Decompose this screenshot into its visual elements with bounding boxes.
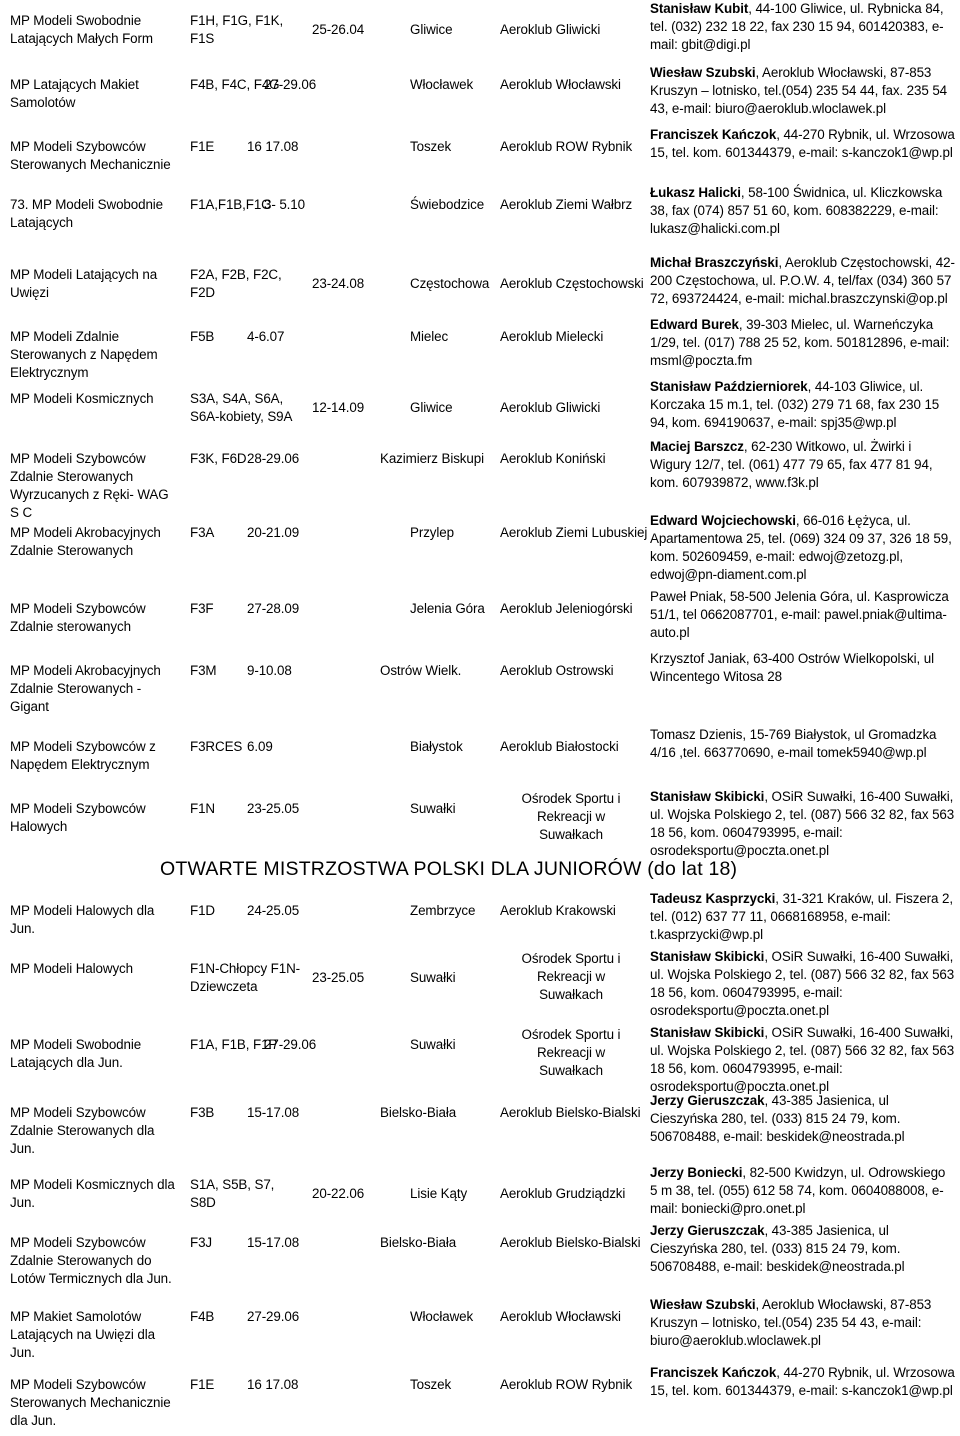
competition-name: MP Modeli Swobodnie Latających dla Jun. (10, 1037, 142, 1070)
organizer: Aeroklub Ziemi Wałbrz (500, 197, 633, 212)
competition-name: MP Modeli Akrobacyjnych Zdalnie Sterowanych - Gigant (10, 663, 161, 714)
class-list: F3RCES (190, 739, 243, 754)
event-date: 4-6.07 (247, 329, 285, 344)
event-place: Kazimierz Biskupi (380, 451, 484, 466)
contact-info (650, 254, 955, 308)
organizer: Aeroklub Białostocki (500, 739, 619, 754)
organizer: Aeroklub Bielsko-Bialski (500, 1235, 641, 1250)
event-date: 27-28.09 (247, 601, 300, 616)
event-place: Świebodzice (410, 197, 485, 212)
contact-details: Tomasz Dzienis, 15-769 Białystok, ul Gromadzka 4/16 ,tel. 663770690, e-mail tomek5940@wp.pl (650, 727, 937, 760)
contact-details: , OSiR Suwałki, 16-400 Suwałki, ul. Wojska Polskiego 2, tel. (087) 566 32 82, fax 563 18 56, kom. 0604793995, e-mail: osrodeksportu@poczta.onet.pl (650, 949, 955, 1018)
event-place: Toszek (410, 1377, 452, 1392)
event-place: Mielec (410, 329, 449, 344)
contact-details: , 44-270 Rybnik, ul. Wrzosowa 15, tel. kom. 601344379, e-mail: s-kanczok1@wp.pl (650, 127, 955, 160)
event-place: Suwałki (410, 970, 456, 985)
contact-details: , 31-321 Kraków, ul. Fiszera 2, tel. (012) 637 77 11, 0668168958, e-mail: t.kasprzycki@wp.pl (650, 891, 953, 942)
contact-person: Wiesław Szubski (650, 65, 756, 80)
event-place: Lisie Kąty (410, 1186, 468, 1201)
event-date: 3- 5.10 (264, 197, 305, 212)
contact-info (650, 0, 955, 54)
contact-details: , 43-385 Jasienica, ul Cieszyńska 280, tel. (033) 815 24 79, kom. 506708488, e-mail: beskidek@neostrada.pl (650, 1093, 905, 1144)
event-place: Gliwice (410, 400, 453, 415)
contact-details: , 44-103 Gliwice, ul. Korczaka 15 m.1, tel. (032) 279 71 68, fax 230 15 94, kom. 694190637, e-mail: spj35@wp.pl (650, 379, 940, 430)
contact-info (650, 512, 955, 584)
event-date: 20-22.06 (312, 1186, 365, 1201)
contact-details: , 82-500 Kwidzyn, ul. Odrowskiego 5 m 38, tel. (055) 612 58 74, kom. 0604088008, e-mail: boniecki@pro.onet.pl (650, 1165, 946, 1216)
contact-person: Edward Burek (650, 317, 739, 332)
class-list: F3A (190, 525, 215, 540)
event-date: 23-25.05 (312, 970, 365, 985)
contact-info (650, 438, 955, 492)
event-place: Gliwice (410, 22, 453, 37)
contact-person: Jerzy Gieruszczak (650, 1223, 765, 1238)
contact-info (650, 788, 955, 860)
contact-info (650, 184, 955, 238)
organizer: Aeroklub Włocławski (500, 1309, 621, 1324)
event-place: Ostrów Wielk. (380, 663, 462, 678)
event-date: 28-29.06 (247, 451, 300, 466)
competition-name: MP Modeli Szybowców Halowych (10, 801, 146, 834)
class-list: F1A, F1B, F1P (190, 1037, 278, 1052)
contact-person: Franciszek Kańczok (650, 127, 777, 142)
organizer: Aeroklub ROW Rybnik (500, 139, 633, 154)
organizer: Aeroklub Mielecki (500, 329, 604, 344)
contact-info (650, 1092, 955, 1146)
class-list: F4B (190, 1309, 215, 1324)
contact-person: Michał Braszczyński (650, 255, 779, 270)
contact-info (650, 126, 955, 162)
event-place: Zembrzyce (410, 903, 476, 918)
contact-details: , 44-270 Rybnik, ul. Wrzosowa 15, tel. kom. 601344379, e-mail: s-kanczok1@wp.pl (650, 1365, 955, 1398)
event-place: Częstochowa (410, 276, 490, 291)
event-place: Suwałki (410, 801, 456, 816)
event-date: 23-24.08 (312, 276, 365, 291)
event-date: 6.09 (247, 739, 273, 754)
juniors-heading: OTWARTE MISTRZOSTWA POLSKI DLA JUNIORÓW (do lat 18) (160, 858, 738, 880)
contact-info (650, 650, 955, 686)
competition-name: MP Latających Makiet Samolotów (10, 77, 139, 110)
competition-name: MP Modeli Szybowców Zdalnie sterowanych (10, 601, 146, 634)
organizer: Aeroklub Ostrowski (500, 663, 614, 678)
contact-details: , 39-303 Mielec, ul. Warneńczyka 1/29, tel. (017) 788 25 52, kom. 501812896, e-mail: msml@poczta.fm (650, 317, 950, 368)
competition-name: MP Modeli Kosmicznych dla Jun. (10, 1177, 175, 1210)
contact-details: , 44-100 Gliwice, ul. Rybnicka 84, tel. (032) 232 18 22, fax 230 15 94, 601420383, e-mail: gbit@digi.pl (650, 1, 944, 52)
event-place: Jelenia Góra (410, 601, 485, 616)
event-date: 27-29.06 (264, 77, 317, 92)
contact-details: , Aeroklub Włocławski, 87-853 Kruszyn – lotnisko, tel.(054) 235 54 43, e-mail: biuro@aeroklub.wloclawek.pl (650, 1297, 932, 1348)
organizer: Aeroklub Włocławski (500, 77, 621, 92)
class-list: F3M (190, 663, 217, 678)
event-date: 16 17.08 (247, 139, 299, 154)
organizer: Aeroklub Bielsko-Bialski (500, 1105, 641, 1120)
event-date: 15-17.08 (247, 1105, 300, 1120)
contact-person: Stanisław Skibicki (650, 949, 765, 964)
competition-name: MP Modeli Kosmicznych (10, 391, 154, 406)
event-date: 25-26.04 (312, 22, 365, 37)
class-list: F3J (190, 1235, 213, 1250)
class-list: F1N (190, 801, 215, 816)
competition-name: MP Modeli Halowych (10, 961, 133, 976)
competition-name: 73. MP Modeli Swobodnie Latających (10, 197, 164, 230)
event-date: 15-17.08 (247, 1235, 300, 1250)
contact-details: Krzysztof Janiak, 63-400 Ostrów Wielkopolski, ul Wincentego Witosa 28 (650, 651, 934, 684)
contact-info (650, 1364, 955, 1400)
contact-info (650, 726, 955, 762)
competition-name: MP Modeli Zdalnie Sterowanych z Napędem Elektrycznym (10, 329, 158, 380)
event-place: Bielsko-Biała (380, 1235, 457, 1250)
competition-name: MP Modeli Szybowców Sterowanych Mechanicznie dla Jun. (10, 1377, 171, 1428)
class-list: S1A, S5B, S7, S8D (190, 1177, 275, 1210)
contact-info (650, 378, 955, 432)
organizer: Aeroklub Jeleniogórski (500, 601, 633, 616)
class-list: F1H, F1G, F1K, F1S (190, 13, 284, 46)
event-place: Włocławek (410, 77, 474, 92)
event-date: 27-29.06 (247, 1309, 300, 1324)
organizer: Ośrodek Sportu i Rekreacji w Suwałkach (521, 951, 621, 1002)
event-date: 23-25.05 (247, 801, 300, 816)
contact-details: , Aeroklub Włocławski, 87-853 Kruszyn – lotnisko, tel.(054) 235 54 44, fax. 235 54 43, e-mail: biuro@aeroklub.wloclawek.pl (650, 65, 948, 116)
contact-person: Franciszek Kańczok (650, 1365, 777, 1380)
class-list: F1E (190, 1377, 215, 1392)
competition-name: MP Modeli Szybowców Zdalnie Sterowanych do Lotów Termicznych dla Jun. (10, 1235, 172, 1286)
contact-details: , 66-016 Łężyca, ul. Apartamentowa 25, tel. (069) 324 09 37, 326 18 59, kom. 502609459, e-mail: edwoj@zetozg.pl, edwoj@pn-diament.com.pl (650, 513, 952, 582)
contact-person: Tadeusz Kasprzycki (650, 891, 776, 906)
contact-details: , OSiR Suwałki, 16-400 Suwałki, ul. Wojska Polskiego 2, tel. (087) 566 32 82, fax 563 18 56, kom. 0604793995, e-mail: osrodeksportu@poczta.onet.pl (650, 1025, 955, 1094)
class-list: F4B, F4C, F4G (190, 77, 280, 92)
event-place: Przylep (410, 525, 454, 540)
competition-name: MP Modeli Szybowców Zdalnie Sterowanych dla Jun. (10, 1105, 155, 1156)
contact-info (650, 948, 955, 1020)
event-place: Toszek (410, 139, 452, 154)
event-place: Włocławek (410, 1309, 474, 1324)
contact-details: , 58-100 Świdnica, ul. Kliczkowska 38, fax (074) 857 51 60, kom. 608382229, e-mail: lukasz@halicki.com.pl (650, 185, 943, 236)
competition-name: MP Modeli Latających na Uwięzi (10, 267, 158, 300)
class-list: F1N-Chłopcy F1N-Dziewczeta (190, 961, 301, 994)
event-place: Suwałki (410, 1037, 456, 1052)
contact-info (650, 1296, 955, 1350)
competition-name: MP Modeli Swobodnie Latających Małych Form (10, 13, 153, 46)
class-list: F3B (190, 1105, 215, 1120)
contact-person: Stanisław Październiorek (650, 379, 808, 394)
organizer: Ośrodek Sportu i Rekreacji w Suwałkach (521, 791, 621, 842)
class-list: F1D (190, 903, 215, 918)
event-date: 27-29.06 (264, 1037, 317, 1052)
class-list: F3F (190, 601, 214, 616)
contact-info (650, 316, 955, 370)
contact-details: , OSiR Suwałki, 16-400 Suwałki, ul. Wojska Polskiego 2, tel. (087) 566 32 82, fax 563 18 56, kom. 0604793995, e-mail: osrodeksportu@poczta.onet.pl (650, 789, 955, 858)
contact-person: Wiesław Szubski (650, 1297, 756, 1312)
contact-person: Stanisław Kubit (650, 1, 749, 16)
contact-person: Stanisław Skibicki (650, 789, 765, 804)
contact-info (650, 890, 955, 944)
organizer: Aeroklub Gliwicki (500, 400, 601, 415)
contact-info (650, 588, 955, 642)
organizer: Aeroklub Krakowski (500, 903, 616, 918)
contact-details: Paweł Pniak, 58-500 Jelenia Góra, ul. Kasprowicza 51/1, tel 0662087701, e-mail: pawel.pniak@ultima-auto.pl (650, 589, 949, 640)
class-list: S3A, S4A, S6A, S6A-kobiety, S9A (190, 391, 293, 424)
organizer: Aeroklub ROW Rybnik (500, 1377, 633, 1392)
class-list: F2A, F2B, F2C, F2D (190, 267, 282, 300)
organizer: Aeroklub Częstochowski (500, 276, 644, 291)
competition-name: MP Makiet Samolotów Latających na Uwięzi dla Jun. (10, 1309, 155, 1360)
class-list: F5B (190, 329, 215, 344)
organizer: Aeroklub Gliwicki (500, 22, 601, 37)
competition-name: MP Modeli Szybowców Zdalnie Sterowanych Wyrzucanych z Ręki- WAG S C (10, 451, 169, 520)
contact-details: , 43-385 Jasienica, ul Cieszyńska 280, tel. (033) 815 24 79, kom. 506708488, e-mail: beskidek@neostrada.pl (650, 1223, 905, 1274)
contact-info (650, 1222, 955, 1276)
competition-name: MP Modeli Akrobacyjnych Zdalnie Sterowanych (10, 525, 161, 558)
event-date: 16 17.08 (247, 1377, 299, 1392)
event-place: Białystok (410, 739, 463, 754)
organizer: Ośrodek Sportu i Rekreacji w Suwałkach (521, 1027, 621, 1078)
event-date: 12-14.09 (312, 400, 365, 415)
contact-person: Jerzy Boniecki (650, 1165, 743, 1180)
class-list: F1E (190, 139, 215, 154)
organizer: Aeroklub Koniński (500, 451, 606, 466)
competition-name: MP Modeli Szybowców Sterowanych Mechanicznie (10, 139, 171, 172)
contact-details: , 62-230 Witkowo, ul. Żwirki i Wigury 12/7, tel. (061) 477 79 65, fax 477 81 94, kom. 607939872, www.f3k.pl (650, 439, 933, 490)
event-date: 24-25.05 (247, 903, 300, 918)
contact-person: Maciej Barszcz (650, 439, 744, 454)
organizer: Aeroklub Ziemi Lubuskiej (500, 525, 648, 540)
class-list: F1A,F1B,F1C (190, 197, 271, 212)
contact-info (650, 1024, 955, 1096)
class-list: F3K, F6D (190, 451, 247, 466)
contact-person: Stanisław Skibicki (650, 1025, 765, 1040)
contact-person: Łukasz Halicki (650, 185, 741, 200)
contact-info (650, 64, 955, 118)
contact-person: Edward Wojciechowski (650, 513, 796, 528)
event-date: 20-21.09 (247, 525, 300, 540)
competition-name: MP Modeli Szybowców z Napędem Elektrycznym (10, 739, 156, 772)
contact-info (650, 1164, 955, 1218)
event-place: Bielsko-Biała (380, 1105, 457, 1120)
competition-name: MP Modeli Halowych dla Jun. (10, 903, 155, 936)
event-date: 9-10.08 (247, 663, 292, 678)
organizer: Aeroklub Grudziądzki (500, 1186, 626, 1201)
contact-details: , Aeroklub Częstochowski, 42-200 Częstochowa, ul. P.O.W. 4, tel/fax (034) 360 57 72, 693724424, e-mail: michal.braszczynski@op.pl (650, 255, 955, 306)
contact-person: Jerzy Gieruszczak (650, 1093, 765, 1108)
